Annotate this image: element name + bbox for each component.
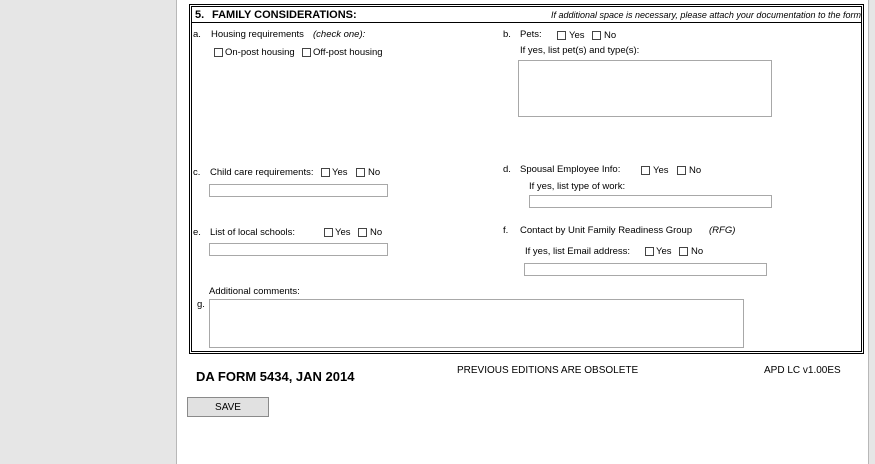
- previous-editions-notice: PREVIOUS EDITIONS ARE OBSOLETE: [457, 365, 639, 376]
- spousal-sub-label: If yes, list type of work:: [529, 181, 626, 192]
- rfg-yes-checkbox[interactable]: [645, 247, 654, 256]
- housing-label: Housing requirements: [211, 29, 304, 40]
- form-version: APD LC v1.00ES: [764, 365, 841, 376]
- spousal-yes-checkbox[interactable]: [641, 166, 650, 175]
- item-d-letter: d.: [503, 164, 511, 175]
- rfg-sub-label: If yes, list Email address:: [525, 246, 631, 257]
- pets-no-checkbox[interactable]: [592, 31, 601, 40]
- section-note: If additional space is necessary, please attach your documentation to the form: [550, 10, 861, 20]
- rfg-abbr: (RFG): [709, 225, 736, 236]
- additional-comments-textarea[interactable]: [209, 299, 744, 348]
- rfg-contact-label: Contact by Unit Family Readiness Group: [520, 225, 693, 236]
- spousal-employee-label: Spousal Employee Info:: [520, 164, 621, 175]
- schools-no-label: No: [370, 227, 383, 238]
- section-title: FAMILY CONSIDERATIONS:: [212, 9, 357, 21]
- item-e-letter: e.: [193, 227, 201, 238]
- email-address-input[interactable]: [524, 263, 767, 276]
- spousal-no-checkbox[interactable]: [677, 166, 686, 175]
- item-a-letter: a.: [193, 29, 201, 40]
- child-care-no-label: No: [368, 167, 381, 178]
- local-schools-label: List of local schools:: [210, 227, 296, 238]
- rfg-yes-label: Yes: [656, 246, 672, 257]
- off-post-housing-checkbox[interactable]: [302, 48, 311, 57]
- pets-no-label: No: [604, 30, 617, 41]
- item-g-letter: g.: [197, 299, 205, 310]
- rfg-no-label: No: [691, 246, 704, 257]
- pets-textarea[interactable]: [518, 60, 772, 117]
- local-schools-input[interactable]: [209, 243, 388, 256]
- spousal-no-label: No: [689, 165, 702, 176]
- child-care-input[interactable]: [209, 184, 388, 197]
- type-of-work-input[interactable]: [529, 195, 772, 208]
- off-post-housing-label: Off-post housing: [313, 47, 383, 58]
- additional-comments-label: Additional comments:: [209, 286, 300, 297]
- child-care-yes-checkbox[interactable]: [321, 168, 330, 177]
- pets-yes-label: Yes: [569, 30, 585, 41]
- child-care-label: Child care requirements:: [210, 167, 314, 178]
- housing-hint: (check one):: [313, 29, 366, 40]
- item-b-letter: b.: [503, 29, 511, 40]
- schools-yes-checkbox[interactable]: [324, 228, 333, 237]
- form-name: DA FORM 5434, JAN 2014: [196, 369, 355, 384]
- item-c-letter: c.: [193, 167, 201, 178]
- pets-yes-checkbox[interactable]: [557, 31, 566, 40]
- spousal-yes-label: Yes: [653, 165, 669, 176]
- pets-sub-label: If yes, list pet(s) and type(s):: [520, 45, 640, 56]
- rfg-no-checkbox[interactable]: [679, 247, 688, 256]
- section-header-divider: [191, 22, 862, 23]
- child-care-no-checkbox[interactable]: [356, 168, 365, 177]
- section-number: 5.: [195, 9, 205, 21]
- schools-yes-label: Yes: [335, 227, 351, 238]
- schools-no-checkbox[interactable]: [358, 228, 367, 237]
- on-post-housing-label: On-post housing: [225, 47, 295, 58]
- child-care-yes-label: Yes: [332, 167, 348, 178]
- item-f-letter: f.: [503, 225, 509, 236]
- save-button[interactable]: SAVE: [187, 397, 269, 417]
- pets-label: Pets:: [520, 29, 542, 40]
- on-post-housing-checkbox[interactable]: [214, 48, 223, 57]
